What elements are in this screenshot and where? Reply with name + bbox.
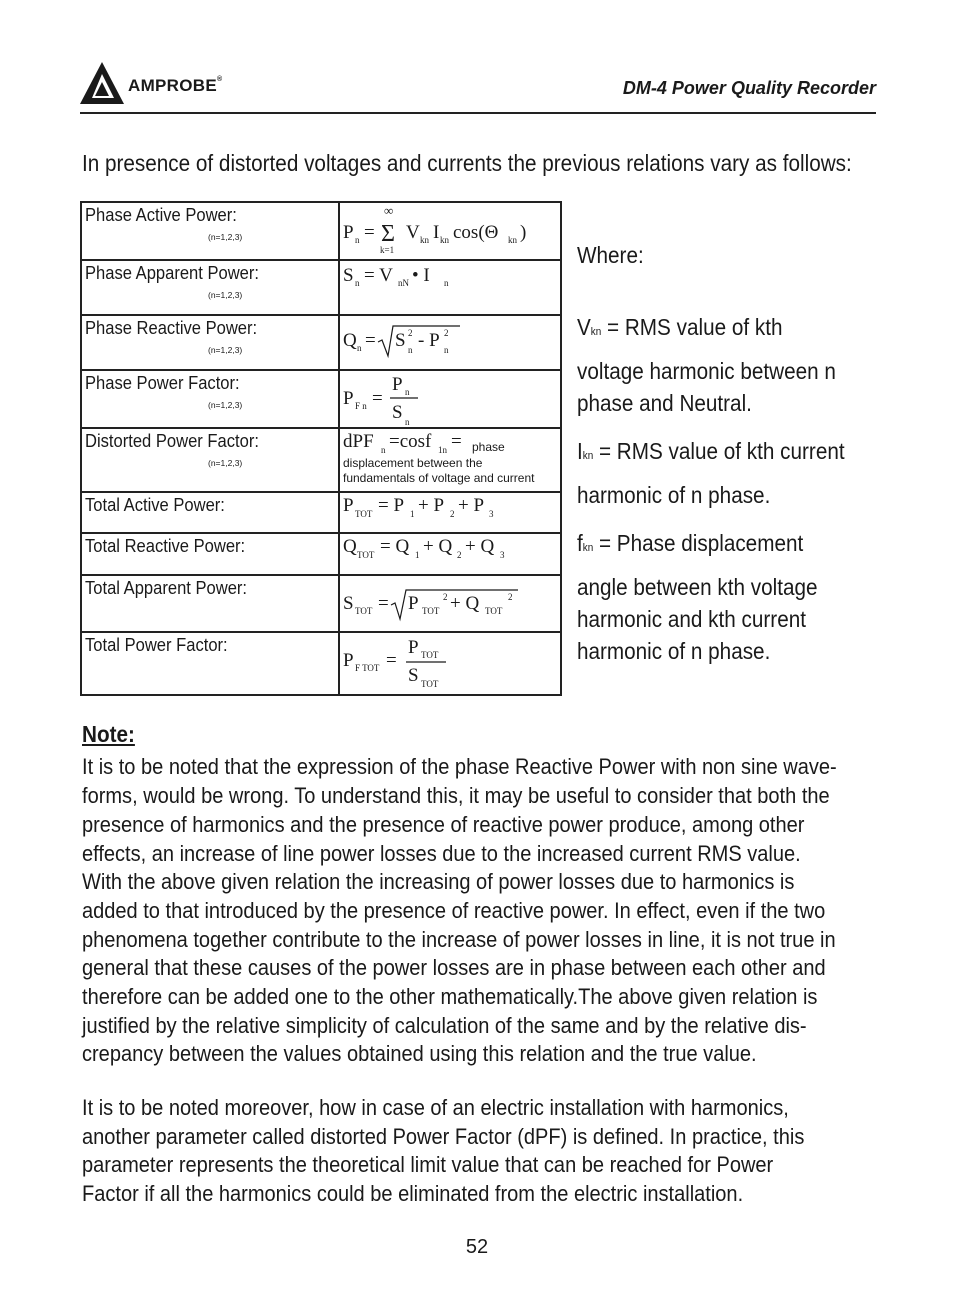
where-line: harmonic of n phase.	[577, 482, 771, 508]
svg-text:S: S	[343, 593, 354, 614]
formula-label: Total Active Power:	[85, 495, 225, 515]
table-row	[81, 370, 561, 428]
where-title: Where:	[577, 242, 644, 268]
svg-text:TOT: TOT	[422, 606, 440, 616]
svg-text:1: 1	[415, 550, 420, 560]
svg-text:n: n	[444, 278, 449, 288]
amprobe-logo	[80, 60, 128, 106]
intro-text: In presence of distorted voltages and currents the previous relations vary as follows:	[82, 150, 852, 176]
svg-text:∞: ∞	[384, 203, 394, 218]
svg-text:I: I	[433, 222, 440, 243]
svg-text:n: n	[405, 417, 410, 427]
svg-text:+ Q: + Q	[423, 536, 453, 557]
formula-phase-active-power	[340, 203, 564, 259]
paragraph-line: effects, an increase of line power losses due to the increased current RMS value.	[82, 841, 801, 866]
svg-text:+ Q: + Q	[450, 593, 480, 614]
formula-cell	[339, 428, 561, 492]
paragraph-line: It is to be noted that the expression of the phase Reactive Power with non sine wave-	[82, 754, 837, 779]
formula-label: Total Apparent Power:	[85, 578, 248, 598]
svg-text:=: =	[365, 330, 376, 351]
svg-text:cos(Θ: cos(Θ	[453, 222, 499, 243]
page-header	[80, 60, 876, 114]
svg-text:2: 2	[457, 550, 462, 560]
formula-label-cell	[81, 202, 339, 260]
svg-text:n: n	[357, 343, 362, 353]
svg-text:F TOT: F TOT	[355, 663, 380, 673]
formula-total-active-power	[340, 493, 564, 533]
svg-text:Q: Q	[343, 536, 357, 557]
svg-text:TOT: TOT	[357, 550, 375, 560]
paragraph-line: forms, would be wrong. To understand this, it may be useful to consider that both the	[82, 783, 830, 808]
paragraph-line: added to that introduced by the presence of reactive power. In effect, even if the two	[82, 898, 826, 923]
svg-text:k=1: k=1	[380, 245, 395, 255]
svg-text:): )	[520, 222, 527, 243]
formula-label: Phase Power Factor:	[85, 373, 240, 393]
svg-text:S: S	[392, 402, 403, 423]
formula-label-cell	[81, 428, 339, 492]
svg-text:= Q: = Q	[380, 536, 410, 557]
svg-text:P: P	[392, 374, 403, 395]
formula-label-cell	[81, 315, 339, 370]
svg-text:TOT: TOT	[355, 606, 373, 616]
formula-total-apparent-power	[340, 576, 564, 632]
formula-label-cell	[81, 632, 339, 695]
svg-text:TOT: TOT	[355, 509, 373, 519]
svg-text:n: n	[444, 345, 449, 355]
formula-label-cell	[81, 260, 339, 315]
svg-text:= V: = V	[364, 265, 393, 286]
where-line: voltage harmonic between n	[577, 358, 836, 384]
formula-label: Phase Apparent Power:	[85, 263, 259, 283]
paragraph-line: Factor if all the harmonics could be eliminated from the electric installation.	[82, 1181, 744, 1206]
document-title: DM-4 Power Quality Recorder	[622, 78, 876, 98]
svg-text:3: 3	[500, 550, 505, 560]
table-row	[81, 632, 561, 695]
table-row	[81, 533, 561, 575]
formula-note: (n=1,2,3)	[208, 458, 243, 468]
svg-text:=: =	[386, 650, 397, 671]
svg-text:=: =	[378, 593, 389, 614]
svg-text:2: 2	[408, 328, 413, 338]
table-row	[81, 575, 561, 632]
formula-cell	[339, 492, 561, 533]
formula-note: (n=1,2,3)	[208, 290, 243, 300]
paragraph-line: crepancy between the values obtained using this relation and the true value.	[82, 1041, 757, 1066]
formula-phase-reactive-power	[340, 316, 564, 368]
formula-label-cell	[81, 533, 339, 575]
formula-label-cell	[81, 492, 339, 533]
formula-phase-power-factor	[340, 371, 564, 427]
svg-text:= P: = P	[378, 495, 405, 516]
formula-cell	[339, 370, 561, 428]
paragraph-line: another parameter called distorted Power Factor (dPF) is defined. In practice, this	[82, 1124, 805, 1149]
svg-text:V: V	[406, 222, 420, 243]
dpf-phase-word: phase	[472, 440, 505, 454]
where-v-definition: Vkn = RMS value of kth	[577, 314, 783, 340]
svg-text:2: 2	[508, 592, 513, 602]
svg-text:Q: Q	[343, 330, 357, 351]
paragraph-line: parameter represents the theoretical limit value that can be reached for Power	[82, 1152, 774, 1177]
formula-cell	[339, 315, 561, 370]
formula-phase-apparent-power	[340, 261, 564, 311]
svg-text:2: 2	[443, 592, 448, 602]
where-f-definition: fkn = Phase displacement	[577, 530, 804, 556]
where-line: phase and Neutral.	[577, 390, 752, 416]
svg-text:kn: kn	[440, 235, 449, 245]
svg-text:TOT: TOT	[421, 679, 439, 689]
paragraph-line: With the above given relation the increasing of power losses due to harmonics is	[82, 869, 795, 894]
formula-label: Phase Active Power:	[85, 205, 237, 225]
formula-cell	[339, 533, 561, 575]
svg-text:P: P	[343, 222, 354, 243]
table-row	[81, 492, 561, 533]
svg-text:dPF: dPF	[343, 431, 374, 452]
brand-name: AMPROBE®	[128, 76, 223, 95]
table-row	[81, 428, 561, 492]
formula-cell	[339, 632, 561, 695]
svg-text:kn: kn	[508, 235, 517, 245]
svg-text:n: n	[355, 235, 360, 245]
formula-note: (n=1,2,3)	[208, 400, 243, 410]
svg-text:P: P	[408, 637, 419, 658]
where-i-definition: Ikn = RMS value of kth current	[577, 438, 845, 464]
paragraph-line: It is to be noted moreover, how in case of an electric installation with harmonics,	[82, 1095, 789, 1120]
svg-text:• I: • I	[412, 265, 430, 286]
svg-text:=: =	[451, 431, 462, 452]
formula-label-cell	[81, 575, 339, 632]
table-row	[81, 260, 561, 315]
svg-text:nN: nN	[398, 278, 409, 288]
svg-text:3: 3	[489, 509, 494, 519]
svg-text:kn: kn	[420, 235, 429, 245]
svg-text:n: n	[355, 278, 360, 288]
page-number: 52	[465, 1236, 489, 1258]
svg-text:S: S	[395, 330, 406, 351]
svg-text:F n: F n	[355, 401, 367, 411]
svg-text:+ P: + P	[458, 495, 485, 516]
formula-label: Total Power Factor:	[85, 635, 228, 655]
paragraph-line: justified by the relative simplicity of calculation of the same and by the relative dis-	[82, 1013, 807, 1038]
svg-text:1: 1	[410, 509, 415, 519]
paragraph-line: general that these causes of the power losses are in phase between each other and	[82, 955, 826, 980]
svg-text:Σ: Σ	[381, 221, 395, 247]
formula-note: (n=1,2,3)	[208, 232, 243, 242]
formula-cell	[339, 202, 561, 260]
formula-label: Phase Reactive Power:	[85, 318, 258, 338]
svg-text:TOT: TOT	[421, 650, 439, 660]
svg-text:+ Q: + Q	[465, 536, 495, 557]
formula-distorted-power-factor	[340, 429, 564, 491]
svg-text:1n: 1n	[438, 445, 447, 455]
formula-total-power-factor	[340, 633, 564, 695]
svg-text:S: S	[408, 665, 419, 686]
svg-text:=cosf: =cosf	[389, 431, 432, 452]
paragraph-line: therefore can be added one to the other mathematically.The above given relation is	[82, 984, 818, 1009]
paragraph-line: presence of harmonics and the presence of reactive power produce, among other	[82, 812, 805, 837]
svg-text:TOT: TOT	[485, 606, 503, 616]
table-row	[81, 315, 561, 370]
formula-cell	[339, 260, 561, 315]
dpf-desc-line: displacement between the	[343, 456, 483, 470]
paragraph-line: phenomena together contribute to the increase of power losses in line, it is not true in	[82, 927, 836, 952]
svg-text:n: n	[381, 445, 386, 455]
where-line: harmonic and kth current	[577, 606, 806, 632]
formula-total-reactive-power	[340, 534, 564, 574]
note-heading: Note:	[82, 721, 135, 747]
svg-text:n: n	[408, 345, 413, 355]
svg-text:=: =	[364, 222, 375, 243]
svg-text:S: S	[343, 265, 354, 286]
svg-text:P: P	[343, 388, 354, 409]
table-row	[81, 202, 561, 260]
svg-text:2: 2	[450, 509, 455, 519]
svg-text:+ P: + P	[418, 495, 445, 516]
svg-text:P: P	[343, 650, 354, 671]
svg-text:P: P	[408, 593, 419, 614]
svg-text:=: =	[372, 388, 383, 409]
svg-text:- P: - P	[418, 330, 440, 351]
formula-note: (n=1,2,3)	[208, 345, 243, 355]
formula-label: Distorted Power Factor:	[85, 431, 259, 451]
formula-label-cell	[81, 370, 339, 428]
formula-cell	[339, 575, 561, 632]
dpf-desc-line: fundamentals of voltage and current	[343, 471, 535, 485]
where-line: harmonic of n phase.	[577, 638, 771, 664]
svg-text:2: 2	[444, 328, 449, 338]
power-formula-table	[80, 201, 562, 696]
svg-text:n: n	[405, 387, 410, 397]
where-line: angle between kth voltage	[577, 574, 818, 600]
svg-text:P: P	[343, 495, 354, 516]
formula-label: Total Reactive Power:	[85, 536, 246, 556]
